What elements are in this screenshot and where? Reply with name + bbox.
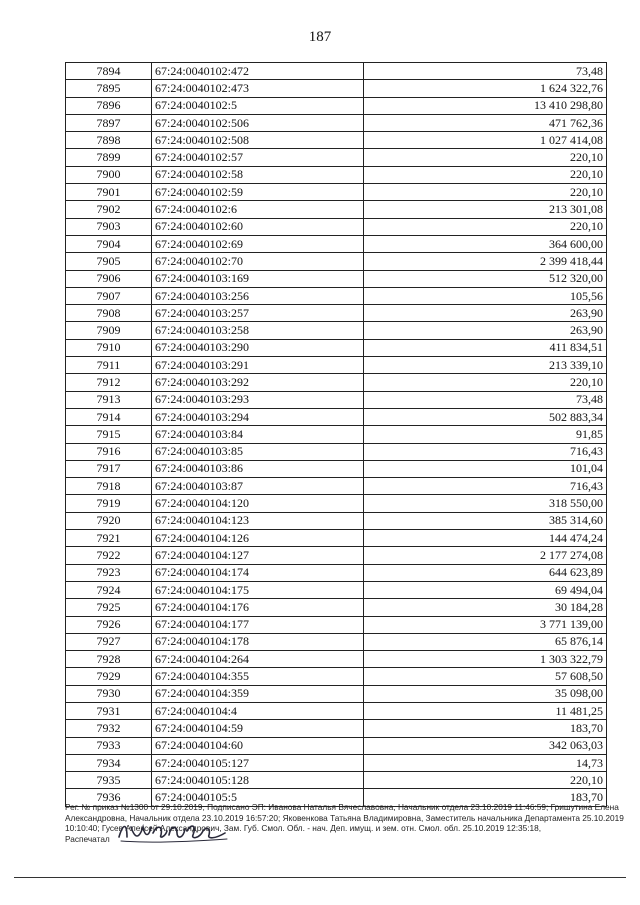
- cadastral-number: 67:24:0040104:264: [152, 651, 364, 668]
- cadastral-number: 67:24:0040104:60: [152, 737, 364, 754]
- cadastral-number: 67:24:0040104:174: [152, 564, 364, 581]
- table-row: [66, 235, 607, 252]
- row-number: 7925: [66, 599, 152, 616]
- cadastral-value: 220,10: [364, 184, 607, 201]
- row-number: 7931: [66, 702, 152, 719]
- cadastral-value: 65 876,14: [364, 633, 607, 650]
- table-row: [66, 357, 607, 374]
- table-row: [66, 512, 607, 529]
- table-row: [66, 495, 607, 512]
- row-number: 7936: [66, 789, 152, 806]
- row-number: 7910: [66, 339, 152, 356]
- table-row: [66, 737, 607, 754]
- cadastral-value: 385 314,60: [364, 512, 607, 529]
- cadastral-number: 67:24:0040104:175: [152, 581, 364, 598]
- table-row: [66, 287, 607, 304]
- cadastral-number: 67:24:0040104:359: [152, 685, 364, 702]
- table-row: [66, 201, 607, 218]
- footer-line: 10:10:40; Гусев Алексей Александрович, Зам. Губ. Смол. Обл. - нач. Деп. имущ. и зем. отн. Смол. обл. 25.10.2019 12:35:18,: [65, 823, 542, 833]
- row-number: 7932: [66, 720, 152, 737]
- row-number: 7907: [66, 287, 152, 304]
- cadastral-value: 644 623,89: [364, 564, 607, 581]
- cadastral-value: 30 184,28: [364, 599, 607, 616]
- table-row: [66, 166, 607, 183]
- cadastral-value: 14,73: [364, 754, 607, 771]
- table-row: [66, 114, 607, 131]
- cadastral-number: 67:24:0040104:59: [152, 720, 364, 737]
- table-row: [66, 581, 607, 598]
- cadastral-number: 67:24:0040102:506: [152, 114, 364, 131]
- table-row: [66, 530, 607, 547]
- cadastral-number: 67:24:0040102:69: [152, 235, 364, 252]
- table-row: [66, 478, 607, 495]
- table-row: [66, 633, 607, 650]
- row-number: 7919: [66, 495, 152, 512]
- cadastral-number: 67:24:0040104:176: [152, 599, 364, 616]
- cadastral-number: 67:24:0040103:258: [152, 322, 364, 339]
- table-row: [66, 564, 607, 581]
- table-row: [66, 391, 607, 408]
- table-row: [66, 132, 607, 149]
- cadastral-value: 220,10: [364, 374, 607, 391]
- cadastral-number: 67:24:0040105:5: [152, 789, 364, 806]
- cadastral-number: 67:24:0040103:292: [152, 374, 364, 391]
- cadastral-value: 220,10: [364, 772, 607, 789]
- cadastral-value: 101,04: [364, 460, 607, 477]
- table-row: [66, 685, 607, 702]
- table-row: [66, 720, 607, 737]
- cadastral-number: 67:24:0040104:126: [152, 530, 364, 547]
- cadastral-value: 502 883,34: [364, 408, 607, 425]
- cadastral-value: 263,90: [364, 305, 607, 322]
- cadastral-number: 67:24:0040104:178: [152, 633, 364, 650]
- cadastral-value: 183,70: [364, 789, 607, 806]
- cadastral-value: 3 771 139,00: [364, 616, 607, 633]
- cadastral-number: 67:24:0040103:84: [152, 426, 364, 443]
- row-number: 7911: [66, 357, 152, 374]
- row-number: 7923: [66, 564, 152, 581]
- cadastral-value: 318 550,00: [364, 495, 607, 512]
- table-row: [66, 184, 607, 201]
- table-row: [66, 63, 607, 80]
- cadastral-number: 67:24:0040105:127: [152, 754, 364, 771]
- row-number: 7896: [66, 97, 152, 114]
- cadastral-number: 67:24:0040102:5: [152, 97, 364, 114]
- row-number: 7912: [66, 374, 152, 391]
- table-row: [66, 270, 607, 287]
- table-row: [66, 339, 607, 356]
- table-row: [66, 599, 607, 616]
- cadastral-value: 213 301,08: [364, 201, 607, 218]
- table-row: [66, 374, 607, 391]
- cadastral-number: 67:24:0040102:60: [152, 218, 364, 235]
- row-number: 7926: [66, 616, 152, 633]
- cadastral-value: 183,70: [364, 720, 607, 737]
- row-number: 7934: [66, 754, 152, 771]
- row-number: 7917: [66, 460, 152, 477]
- cadastral-value: 512 320,00: [364, 270, 607, 287]
- row-number: 7922: [66, 547, 152, 564]
- cadastral-number: 67:24:0040102:70: [152, 253, 364, 270]
- cadastral-number: 67:24:0040103:86: [152, 460, 364, 477]
- cadastral-number: 67:24:0040102:473: [152, 80, 364, 97]
- cadastral-number: 67:24:0040102:58: [152, 166, 364, 183]
- row-number: 7901: [66, 184, 152, 201]
- table-row: [66, 305, 607, 322]
- table-row: [66, 80, 607, 97]
- cadastral-value: 1 624 322,76: [364, 80, 607, 97]
- cadastral-value: 716,43: [364, 478, 607, 495]
- cadastral-number: 67:24:0040102:6: [152, 201, 364, 218]
- cadastral-value: 213 339,10: [364, 357, 607, 374]
- row-number: 7928: [66, 651, 152, 668]
- cadastral-number: 67:24:0040103:87: [152, 478, 364, 495]
- table-row: [66, 322, 607, 339]
- footer-line: Александровна, Начальник отдела 23.10.2019 16:57:20; Яковенкова Татьяна Владимировна, Заместитель начальника Департамента 25.10.2019: [65, 812, 624, 823]
- cadastral-value: 220,10: [364, 218, 607, 235]
- table-row: [66, 702, 607, 719]
- cadastral-value: 2 399 418,44: [364, 253, 607, 270]
- table-row: [66, 253, 607, 270]
- cadastral-number: 67:24:0040102:472: [152, 63, 364, 80]
- cadastral-number: 67:24:0040103:294: [152, 408, 364, 425]
- cadastral-value: 1 303 322,79: [364, 651, 607, 668]
- cadastral-number: 67:24:0040104:120: [152, 495, 364, 512]
- cadastral-number: 67:24:0040103:293: [152, 391, 364, 408]
- bottom-rule: [14, 877, 626, 878]
- cadastral-value: 13 410 298,80: [364, 97, 607, 114]
- table-row: [66, 668, 607, 685]
- table-row: [66, 218, 607, 235]
- cadastral-number: 67:24:0040103:257: [152, 305, 364, 322]
- table-row: [66, 426, 607, 443]
- row-number: 7918: [66, 478, 152, 495]
- row-number: 7906: [66, 270, 152, 287]
- cadastral-value: 364 600,00: [364, 235, 607, 252]
- cadastral-number: 67:24:0040104:123: [152, 512, 364, 529]
- cadastral-value: 57 608,50: [364, 668, 607, 685]
- cadastral-value: 69 494,04: [364, 581, 607, 598]
- cadastral-value: 73,48: [364, 391, 607, 408]
- cadastral-value: 220,10: [364, 149, 607, 166]
- cadastral-number: 67:24:0040104:177: [152, 616, 364, 633]
- table-row: [66, 754, 607, 771]
- row-number: 7897: [66, 114, 152, 131]
- row-number: 7909: [66, 322, 152, 339]
- row-number: 7927: [66, 633, 152, 650]
- cadastral-value: 342 063,03: [364, 737, 607, 754]
- cadastral-value: 2 177 274,08: [364, 547, 607, 564]
- cadastral-number: 67:24:0040103:256: [152, 287, 364, 304]
- cadastral-number: 67:24:0040103:291: [152, 357, 364, 374]
- cadastral-value: 716,43: [364, 443, 607, 460]
- row-number: 7904: [66, 235, 152, 252]
- row-number: 7903: [66, 218, 152, 235]
- row-number: 7908: [66, 305, 152, 322]
- cadastral-value-table: [65, 62, 607, 807]
- cadastral-number: 67:24:0040105:128: [152, 772, 364, 789]
- cadastral-value: 73,48: [364, 63, 607, 80]
- cadastral-number: 67:24:0040104:127: [152, 547, 364, 564]
- cadastral-number: 67:24:0040103:169: [152, 270, 364, 287]
- table-row: [66, 97, 607, 114]
- table-row: [66, 149, 607, 166]
- cadastral-value: 11 481,25: [364, 702, 607, 719]
- row-number: 7930: [66, 685, 152, 702]
- row-number: 7913: [66, 391, 152, 408]
- cadastral-value: 105,56: [364, 287, 607, 304]
- row-number: 7894: [66, 63, 152, 80]
- table-row: [66, 772, 607, 789]
- cadastral-value: 144 474,24: [364, 530, 607, 547]
- row-number: 7924: [66, 581, 152, 598]
- table-row: [66, 616, 607, 633]
- row-number: 7895: [66, 80, 152, 97]
- row-number: 7905: [66, 253, 152, 270]
- cadastral-number: 67:24:0040102:508: [152, 132, 364, 149]
- row-number: 7899: [66, 149, 152, 166]
- row-number: 7916: [66, 443, 152, 460]
- cadastral-number: 67:24:0040104:4: [152, 702, 364, 719]
- row-number: 7933: [66, 737, 152, 754]
- row-number: 7935: [66, 772, 152, 789]
- cadastral-value: 35 098,00: [364, 685, 607, 702]
- cadastral-value: 411 834,51: [364, 339, 607, 356]
- cadastral-value: 1 027 414,08: [364, 132, 607, 149]
- table-row: [66, 443, 607, 460]
- table-row: [66, 547, 607, 564]
- cadastral-number: 67:24:0040102:57: [152, 149, 364, 166]
- table-row: [66, 408, 607, 425]
- row-number: 7902: [66, 201, 152, 218]
- cadastral-value: 91,85: [364, 426, 607, 443]
- cadastral-value: 220,10: [364, 166, 607, 183]
- cadastral-number: 67:24:0040103:85: [152, 443, 364, 460]
- row-number: 7914: [66, 408, 152, 425]
- row-number: 7915: [66, 426, 152, 443]
- cadastral-value: 263,90: [364, 322, 607, 339]
- page-number: 187: [308, 29, 332, 45]
- row-number: 7929: [66, 668, 152, 685]
- row-number: 7900: [66, 166, 152, 183]
- table-row: [66, 651, 607, 668]
- row-number: 7898: [66, 132, 152, 149]
- table-row: [66, 460, 607, 477]
- footer-line: Рег. № приказ №1300 от 29.10.2019, Подписано ЭП: Иванова Наталья Вячеславовна, Начальник отдела 23.10.2019 11:46:59; Гришутина Елена: [65, 802, 619, 812]
- footer-printed-by: Распечатал: [65, 833, 110, 844]
- handwritten-signature: [115, 817, 235, 845]
- cadastral-number: 67:24:0040103:290: [152, 339, 364, 356]
- row-number: 7920: [66, 512, 152, 529]
- cadastral-number: 67:24:0040102:59: [152, 184, 364, 201]
- cadastral-number: 67:24:0040104:355: [152, 668, 364, 685]
- cadastral-value: 471 762,36: [364, 114, 607, 131]
- row-number: 7921: [66, 530, 152, 547]
